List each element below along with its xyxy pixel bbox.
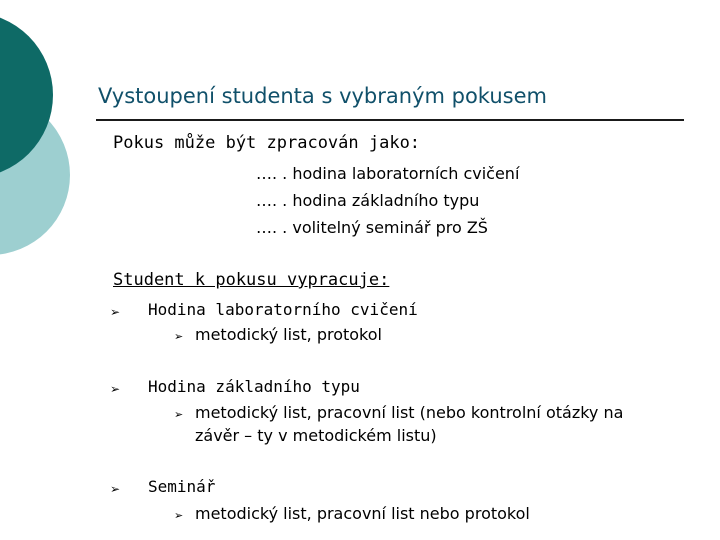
item-basic-sub-line1: metodický list, pracovní list (nebo kontrolní otázky na [195, 403, 624, 422]
item-seminar-title: Seminář [148, 477, 216, 496]
item-seminar-sub: metodický list, pracovní list nebo protokol [195, 504, 530, 523]
bullet-arrow-icon: ➢ [110, 482, 121, 496]
slide-title: Vystoupení studenta s vybraným pokusem [98, 84, 547, 108]
sub-bullet-arrow-icon: ➢ [174, 509, 184, 522]
sub-bullet-arrow-icon: ➢ [174, 330, 184, 343]
item-laboratory-sub: metodický list, protokol [195, 325, 382, 344]
title-underline [96, 119, 684, 121]
option-laboratory: …. . hodina laboratorních cvičení [256, 164, 520, 183]
bullet-arrow-icon: ➢ [110, 305, 121, 319]
section-heading: Student k pokusu vypracuje: [113, 270, 390, 290]
item-basic-title: Hodina základního typu [148, 377, 360, 396]
option-seminar: …. . volitelný seminář pro ZŠ [256, 218, 488, 237]
sub-bullet-arrow-icon: ➢ [174, 408, 184, 421]
intro-text: Pokus může být zpracován jako: [113, 133, 421, 153]
bullet-arrow-icon: ➢ [110, 382, 121, 396]
decorative-circles [0, 0, 90, 300]
item-laboratory-title: Hodina laboratorního cvičení [148, 300, 418, 319]
option-basic-lesson: …. . hodina základního typu [256, 191, 480, 210]
item-basic-sub-line2: závěr – ty v metodickém listu) [195, 426, 437, 445]
